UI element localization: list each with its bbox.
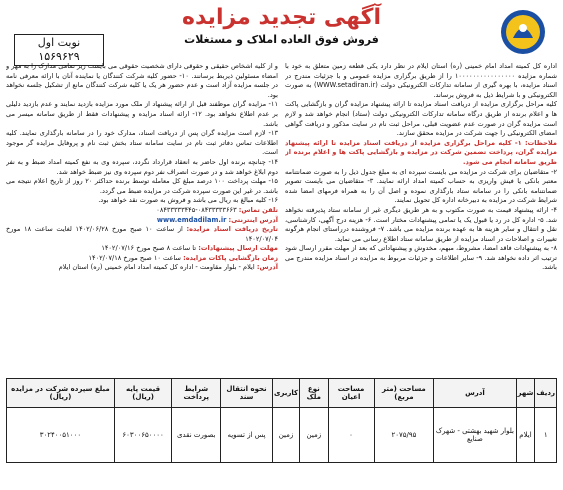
- stamp-line1: نوبت اول: [37, 36, 81, 49]
- col-header: آدرس: [434, 379, 516, 408]
- table-cell: ۳۰۲۴۰۰۵۱۰۰۰: [7, 408, 115, 463]
- table-cell: بصورت نقدی: [172, 408, 221, 463]
- ad-header: [8, 4, 555, 63]
- table-cell: زمین: [300, 408, 328, 463]
- paragraph: ۸- به پیشنهادات فاقد امضا، مشروط، مبهم، مخدوش و پیشنهاداتی که بعد از مهلت مقرر ارسال شود ترتیب اثر داده نخواهد شد. ۹- سایر اطلاعات و جزئیات مربوط به مزایده در اسناد مزایده مندرج می باشد.: [285, 244, 557, 272]
- paragraph: ۱۴- چنانچه برنده اول حاضر به انعقاد قرارداد نگردد، سپرده وی به نفع کمیته امداد ضبط و به نفر دوم ابلاغ خواهد شد و در صورت انصراف نفر دوم سپرده وی نیز ضبط خواهد شد.: [6, 157, 278, 176]
- table-cell: ۱: [535, 408, 557, 463]
- col-header: مساحت (متر مربع): [374, 379, 434, 408]
- site-label: آدرس اینترنتی:: [228, 215, 278, 224]
- date-value: تا ساعت ۸ صبح مورخ ۱۴۰۲/۰۷/۱۶: [101, 244, 197, 253]
- paragraph: ۱۳- لازم است مزایده گران پس از دریافت اسناد، مدارک خود را در سامانه بارگذاری نمایند. کلیه اطلاعات تماس دفاتر ثبت نام در سایت سامانه ستاد بخش ثبت نام و پروفایل مزایده گر موجود است.: [6, 129, 278, 157]
- date-value: ایلام - بلوار مقاومت - اداره کل کمیته امداد امام خمینی (ره) استان ایلام: [58, 263, 255, 272]
- col-header: نحوه انتقال سند: [221, 379, 273, 408]
- left-text-column: [6, 62, 278, 374]
- col-header: شهر: [516, 379, 535, 408]
- table-row: [7, 408, 557, 463]
- table-cell: ۲۰۷۵/۹۵: [374, 408, 434, 463]
- contact-phone: [6, 206, 278, 216]
- paragraph: ۴- ارائه پیشنهاد قیمت به صورت مکتوب و به هر طریق دیگری غیر از سامانه ستاد پذیرفته نخواهد شد. ۵- اداره کل در رد یا قبول یک یا تمامی پیشنهادات مختار است. ۶- هزینه درج آگهی، کارشناسی، نقل و انتقال و سایر هزینه ها به عهده برنده مزایده می باشد. ۷- فروشنده درراستای انجام هرگونه تغییرات و اصلاحات در اسناد مزایده از طریق سامانه ستاد اطلاع رسانی می نماید.: [285, 205, 557, 243]
- col-header: مبلغ سپرده شرکت در مزایده (ریال): [7, 379, 115, 408]
- property-table: [6, 378, 557, 463]
- col-header: مساحت اعیان: [328, 379, 374, 408]
- table-cell: ۰: [328, 408, 374, 463]
- col-header: قیمت پایه (ریال): [114, 379, 172, 408]
- phone-value: ۰۸۴۳۳۳۳۳۶۶۳-۰۸۴۳۳۳۳۳۴۴۵: [156, 205, 237, 214]
- site-link[interactable]: www.emdadilam.ir: [156, 215, 227, 224]
- table-cell: بلوار شهید بهشتی - شهرک صنایع: [434, 408, 516, 463]
- phone-label: تلفن تماس:: [238, 205, 278, 214]
- text-columns: [6, 62, 557, 374]
- paragraph: و از کلیه اشخاص حقیقی و حقوقی دارای شخصیت حقوقی می بایست زیر تمامی مدارک را به مهر و امضاء مسئولین ذیربط برسانند. ۱۰- حضور کلیه شرکت کنندگان یا نماینده آنان با ارائه معرفی نامه در جلسه مزایده آزاد است و عدم حضور هر یک یا کلیه شرکت کنندگان مانع از تشکیل جلسه نخواهد بود.: [6, 62, 278, 99]
- ad-subtitle: فروش فوق العاده املاک و مستغلات: [184, 33, 379, 46]
- paragraph: ملاحظات: ۱- کلیه مراحل برگزاری مزایده از دریافت اسناد مزایده تا ارائه پیشنهاد مزایده گران، پرداخت تضمین شرکت در مزایده و بازگشایی پاکت ها و اعلام برنده از طریق سامانه انجام می شود.: [285, 138, 557, 166]
- date-value: ساعت ۱۰ صبح مورخ ۱۴۰۲/۰۷/۱۸: [88, 253, 181, 262]
- date-line: [6, 244, 278, 254]
- table-cell: ۶۰۳۰۰۶۵۰۰۰۰: [114, 408, 172, 463]
- col-header: شرایط پرداخت: [172, 379, 221, 408]
- table-cell: ایلام: [516, 408, 535, 463]
- paragraph: اداره کل کمیته امداد امام خمینی (ره) استان ایلام در نظر دارد یکی قطعه زمین متعلق به خود با شماره مزایده ۱۰۰۰۰۰۰۰۰۰۰۰۰۰۰۰۰ را از طریق برگزاری مزایده عمومی و با جزئیات مندرج در اسناد مزایده، با بهره گیری از سامانه تدارکات الکترونیکی دولت (WWW.setadiran.ir) به صورت الکترونیکی و با شرایط ذیل به فروش برساند.: [285, 62, 557, 99]
- col-header: کاربری: [272, 379, 299, 408]
- date-label: آدرس:: [256, 263, 278, 272]
- date-label: مهلت ارسال پیشنهادات:: [198, 244, 278, 253]
- paragraph: ۱۶- کلیه مبالغ به ریال می باشد و فروش به صورت نقد خواهد بود.: [98, 196, 278, 205]
- table-cell: پس از تسویه: [221, 408, 273, 463]
- col-header: ردیف: [535, 379, 557, 408]
- right-text-column: [285, 62, 557, 374]
- stamp-line2: ۱۵۶۹۶۲۹: [38, 50, 80, 63]
- paragraph: کلیه مراحل برگزاری مزایده از دریافت اسناد مزایده تا ارائه پیشنهاد مزایده گران و بازگشایی پاکت ها و اعلام برنده از طریق درگاه سامانه تدارکات الکترونیکی دولت (ستاد) انجام خواهد شد و لازم است مزایده گران در صورت عدم عضویت قبلی، مراحل ثبت نام در سایت مذکور و دریافت گواهی امضای الکترونیکی را جهت شرکت در مزایده محقق سازند.: [285, 100, 557, 138]
- paragraph: ۱۱- مزایده گران موظفند قبل از ارائه پیشنهاد از ملک مورد مزایده بازدید نمایند و عدم بازدید دلیلی بر عدم اطلاع نخواهد بود. ۱۲- ارائه اسناد مزایده و پیشنهادات فقط از طریق سامانه میسر می باشد.: [6, 100, 278, 128]
- property-table-wrap: [6, 378, 557, 463]
- paragraph: ۲- متقاضیان برای شرکت در مزایده می بایست سپرده ای به مبلغ جدول ذیل را به صورت ضمانتنامه معتبر بانکی یا فیش واریزی به حساب کمیته امداد ارائه نمایند. ۳- متقاضیان می بایست تصویر ضمانتنامه بانکی را در سامانه ستاد بارگذاری نموده و اصل آن را به همراه فرمهای امضا شده شرایط شرکت در مزایده به دبیرخانه اداره کل تحویل نمایند.: [285, 167, 557, 205]
- col-header: نوع ملک: [300, 379, 328, 408]
- date-line: [6, 263, 278, 273]
- date-value: از ساعت ۱۰ صبح مورخ ۱۴۰۲/۰۶/۲۸ لغایت ساعت ۱۸ مورخ ۱۴۰۲/۰۷/۰۴: [6, 225, 278, 243]
- ad-title: آگهی تجدید مزایده: [181, 5, 382, 30]
- date-label: تاریخ دریافت اسناد مزایده:: [186, 225, 278, 234]
- date-line: [6, 225, 278, 244]
- table-cell: زمین: [272, 408, 299, 463]
- paragraph: ۱۵- مهلت پرداخت ۱۰۰ درصد مبلغ کل معامله توسط برنده حداکثر ۲۰ روز از تاریخ اعلام نتیجه می باشد. در غیر این صورت سپرده شرکت در مزایده ضبط می گردد.: [6, 177, 278, 195]
- table-header-row: [7, 379, 557, 408]
- date-label: زمان بازگشایی پاکات مزایده:: [183, 253, 278, 262]
- contact-site: [6, 216, 278, 226]
